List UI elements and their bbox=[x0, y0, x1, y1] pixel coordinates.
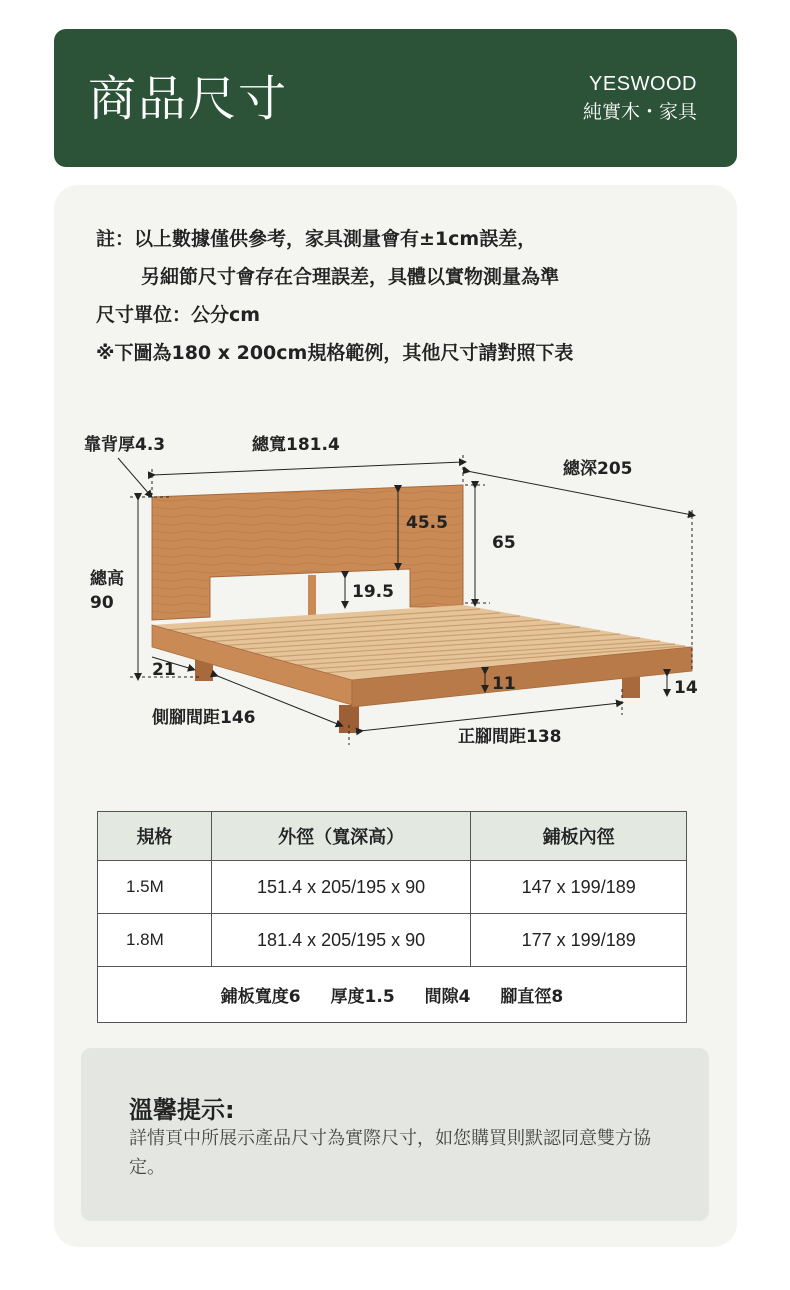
inner-dimension-cell: 147 x 199/189 bbox=[471, 861, 687, 914]
side-leg-spacing-label: 側腳間距146 bbox=[152, 708, 256, 728]
notes-block bbox=[96, 220, 573, 372]
leg-height-label: 14 bbox=[674, 678, 698, 698]
note-line: ※下圖為180 x 200cm規格範例，其他尺寸請對照下表 bbox=[96, 342, 574, 364]
note-line: 註：以上數據僅供參考，家具測量會有±1cm誤差， bbox=[96, 228, 537, 250]
frame-height-label: 11 bbox=[492, 674, 516, 694]
page-header bbox=[54, 29, 737, 167]
note-line: 另細節尺寸會存在合理誤差，具體以實物測量為準 bbox=[141, 266, 560, 288]
brand-block bbox=[583, 71, 697, 127]
note-line: 尺寸單位：公分cm bbox=[96, 304, 261, 326]
headboard-height-label: 65 bbox=[492, 533, 516, 553]
outer-dimension-cell: 151.4 x 205/195 x 90 bbox=[211, 861, 471, 914]
total-height-value: 90 bbox=[90, 593, 114, 613]
table-row bbox=[98, 861, 687, 914]
side-leg-offset-label: 21 bbox=[152, 660, 176, 680]
slat-thickness: 厚度1.5 bbox=[330, 987, 395, 1007]
page-title: 商品尺寸 bbox=[88, 71, 289, 127]
total-width-label: 總寬181.4 bbox=[252, 435, 340, 455]
table-header-row bbox=[98, 812, 687, 861]
size-cell: 1.5M bbox=[98, 861, 212, 914]
cutout-height-label: 19.5 bbox=[352, 582, 394, 602]
column-header: 外徑（寬深高） bbox=[211, 812, 471, 861]
inner-dimension-cell: 177 x 199/189 bbox=[471, 914, 687, 967]
slat-gap: 間隙4 bbox=[424, 987, 471, 1007]
slat-specs bbox=[98, 967, 687, 1023]
brand-name: YESWOOD bbox=[589, 73, 697, 95]
brand-tagline: 純實木・家具 bbox=[582, 101, 697, 123]
backrest-thickness-label: 靠背厚4.3 bbox=[84, 435, 166, 455]
tip-box bbox=[81, 1048, 709, 1221]
table-footer-row bbox=[98, 967, 687, 1023]
spec-table bbox=[97, 811, 687, 1023]
bed-diagram bbox=[60, 425, 740, 765]
front-leg-spacing-label: 正腳間距138 bbox=[458, 727, 562, 747]
column-header: 規格 bbox=[98, 812, 212, 861]
tip-body: 詳情頁中所展示產品尺寸為實際尺寸，如您購買則默認同意雙方協定。 bbox=[129, 1128, 651, 1178]
tip-title: 溫馨提示: bbox=[129, 1096, 235, 1124]
column-header: 鋪板內徑 bbox=[471, 812, 687, 861]
headboard-top-label: 45.5 bbox=[406, 513, 448, 533]
outer-dimension-cell: 181.4 x 205/195 x 90 bbox=[211, 914, 471, 967]
size-cell: 1.8M bbox=[98, 914, 212, 967]
total-height-label: 總高 bbox=[90, 569, 124, 589]
leg-diameter: 腳直徑8 bbox=[500, 987, 564, 1007]
slat-width: 鋪板寬度6 bbox=[220, 987, 301, 1007]
total-depth-label: 總深205 bbox=[563, 459, 633, 479]
table-row bbox=[98, 914, 687, 967]
